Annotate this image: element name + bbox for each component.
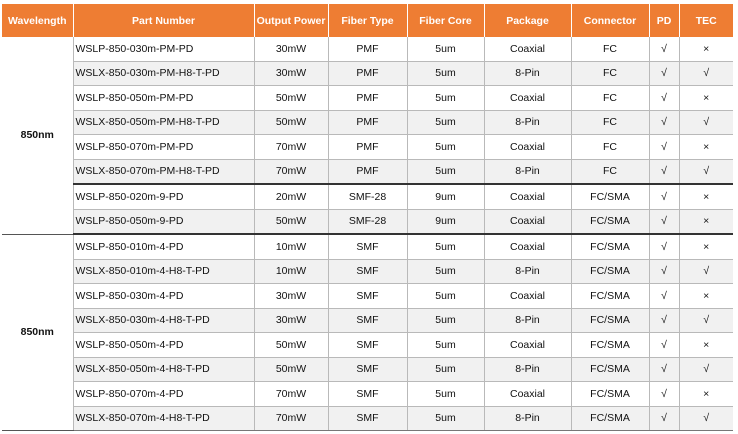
pd-cell: √ [649, 184, 679, 209]
fiber-type-cell: SMF [328, 333, 407, 358]
output-power-cell: 70mW [254, 159, 328, 184]
output-power-cell: 50mW [254, 110, 328, 135]
fiber-type-cell: PMF [328, 159, 407, 184]
spec-table [2, 4, 733, 431]
part-number-cell: WSLP-850-050m-4-PD [73, 333, 254, 358]
output-power-cell: 50mW [254, 333, 328, 358]
package-cell: Coaxial [484, 209, 571, 234]
fiber-type-cell: SMF-28 [328, 209, 407, 234]
fiber-type-cell: SMF [328, 406, 407, 431]
connector-cell: FC/SMA [571, 284, 649, 309]
tec-cell: × [679, 209, 733, 234]
connector-cell: FC/SMA [571, 333, 649, 358]
output-power-cell: 30mW [254, 308, 328, 333]
part-number-cell: WSLX-850-010m-4-H8-T-PD [73, 259, 254, 284]
package-cell: Coaxial [484, 284, 571, 309]
fiber-core-cell: 5um [407, 110, 484, 135]
package-cell: 8-Pin [484, 259, 571, 284]
fiber-core-cell: 5um [407, 234, 484, 259]
table-row [2, 308, 733, 333]
tec-cell: √ [679, 357, 733, 382]
connector-cell: FC [571, 61, 649, 86]
output-power-cell: 50mW [254, 86, 328, 111]
package-cell: 8-Pin [484, 159, 571, 184]
connector-cell: FC/SMA [571, 234, 649, 259]
part-number-cell: WSLX-850-070m-PM-H8-T-PD [73, 159, 254, 184]
part-number-cell: WSLP-850-050m-PM-PD [73, 86, 254, 111]
header-row [2, 4, 733, 37]
col-header-pd: PD [649, 4, 679, 37]
fiber-core-cell: 5um [407, 37, 484, 61]
tec-cell: × [679, 234, 733, 259]
package-cell: 8-Pin [484, 357, 571, 382]
pd-cell: √ [649, 333, 679, 358]
table-row [2, 86, 733, 111]
connector-cell: FC [571, 86, 649, 111]
connector-cell: FC [571, 159, 649, 184]
output-power-cell: 10mW [254, 234, 328, 259]
package-cell: Coaxial [484, 86, 571, 111]
part-number-cell: WSLP-850-070m-PM-PD [73, 135, 254, 160]
table-row [2, 37, 733, 61]
pd-cell: √ [649, 259, 679, 284]
table-row [2, 357, 733, 382]
fiber-type-cell: PMF [328, 61, 407, 86]
fiber-core-cell: 5um [407, 61, 484, 86]
tec-cell: × [679, 284, 733, 309]
fiber-core-cell: 9um [407, 209, 484, 234]
table-row [2, 259, 733, 284]
package-cell: Coaxial [484, 382, 571, 407]
pd-cell: √ [649, 382, 679, 407]
tec-cell: × [679, 333, 733, 358]
table-row [2, 135, 733, 160]
connector-cell: FC/SMA [571, 382, 649, 407]
connector-cell: FC/SMA [571, 259, 649, 284]
table-header [2, 4, 733, 37]
connector-cell: FC/SMA [571, 209, 649, 234]
connector-cell: FC [571, 37, 649, 61]
package-cell: Coaxial [484, 184, 571, 209]
fiber-type-cell: SMF [328, 259, 407, 284]
pd-cell: √ [649, 209, 679, 234]
output-power-cell: 20mW [254, 184, 328, 209]
fiber-type-cell: PMF [328, 110, 407, 135]
tec-cell: √ [679, 406, 733, 431]
pd-cell: √ [649, 234, 679, 259]
pd-cell: √ [649, 135, 679, 160]
table-row [2, 333, 733, 358]
fiber-type-cell: PMF [328, 37, 407, 61]
connector-cell: FC [571, 110, 649, 135]
pd-cell: √ [649, 110, 679, 135]
tec-cell: × [679, 37, 733, 61]
table-row [2, 159, 733, 184]
wavelength-cell: 850nm [2, 234, 73, 431]
table-row [2, 209, 733, 234]
tec-cell: × [679, 382, 733, 407]
output-power-cell: 70mW [254, 406, 328, 431]
package-cell: Coaxial [484, 234, 571, 259]
output-power-cell: 50mW [254, 357, 328, 382]
col-header-fiber-type: Fiber Type [328, 4, 407, 37]
output-power-cell: 10mW [254, 259, 328, 284]
package-cell: Coaxial [484, 37, 571, 61]
fiber-type-cell: SMF [328, 284, 407, 309]
connector-cell: FC/SMA [571, 406, 649, 431]
connector-cell: FC/SMA [571, 184, 649, 209]
fiber-core-cell: 5um [407, 135, 484, 160]
tec-cell: × [679, 86, 733, 111]
table-row [2, 110, 733, 135]
fiber-type-cell: SMF [328, 234, 407, 259]
tec-cell: √ [679, 110, 733, 135]
fiber-type-cell: PMF [328, 86, 407, 111]
pd-cell: √ [649, 308, 679, 333]
tec-cell: √ [679, 259, 733, 284]
tec-cell: √ [679, 308, 733, 333]
pd-cell: √ [649, 284, 679, 309]
table-row [2, 184, 733, 209]
fiber-core-cell: 5um [407, 86, 484, 111]
tec-cell: √ [679, 159, 733, 184]
table-row [2, 234, 733, 259]
fiber-type-cell: SMF [328, 357, 407, 382]
fiber-type-cell: PMF [328, 135, 407, 160]
pd-cell: √ [649, 159, 679, 184]
connector-cell: FC/SMA [571, 308, 649, 333]
col-header-tec: TEC [679, 4, 733, 37]
part-number-cell: WSLX-850-050m-PM-H8-T-PD [73, 110, 254, 135]
package-cell: Coaxial [484, 333, 571, 358]
part-number-cell: WSLP-850-030m-4-PD [73, 284, 254, 309]
wavelength-cell: 850nm [2, 37, 73, 234]
fiber-core-cell: 5um [407, 159, 484, 184]
col-header-part-number: Part Number [73, 4, 254, 37]
pd-cell: √ [649, 357, 679, 382]
output-power-cell: 30mW [254, 61, 328, 86]
pd-cell: √ [649, 86, 679, 111]
connector-cell: FC [571, 135, 649, 160]
fiber-core-cell: 5um [407, 406, 484, 431]
package-cell: 8-Pin [484, 110, 571, 135]
output-power-cell: 70mW [254, 135, 328, 160]
col-header-output-power: Output Power [254, 4, 328, 37]
package-cell: 8-Pin [484, 308, 571, 333]
package-cell: 8-Pin [484, 61, 571, 86]
fiber-core-cell: 5um [407, 357, 484, 382]
col-header-connector: Connector [571, 4, 649, 37]
fiber-core-cell: 5um [407, 259, 484, 284]
fiber-type-cell: SMF-28 [328, 184, 407, 209]
pd-cell: √ [649, 61, 679, 86]
col-header-package: Package [484, 4, 571, 37]
output-power-cell: 70mW [254, 382, 328, 407]
fiber-core-cell: 5um [407, 308, 484, 333]
connector-cell: FC/SMA [571, 357, 649, 382]
table-row [2, 284, 733, 309]
pd-cell: √ [649, 37, 679, 61]
part-number-cell: WSLP-850-010m-4-PD [73, 234, 254, 259]
fiber-type-cell: SMF [328, 308, 407, 333]
output-power-cell: 30mW [254, 284, 328, 309]
fiber-core-cell: 9um [407, 184, 484, 209]
package-cell: Coaxial [484, 135, 571, 160]
fiber-type-cell: SMF [328, 382, 407, 407]
col-header-wavelength: Wavelength [2, 4, 73, 37]
table-row [2, 382, 733, 407]
output-power-cell: 50mW [254, 209, 328, 234]
tec-cell: × [679, 135, 733, 160]
fiber-core-cell: 5um [407, 333, 484, 358]
part-number-cell: WSLP-850-070m-4-PD [73, 382, 254, 407]
table-row [2, 61, 733, 86]
part-number-cell: WSLX-850-050m-4-H8-T-PD [73, 357, 254, 382]
package-cell: 8-Pin [484, 406, 571, 431]
part-number-cell: WSLP-850-020m-9-PD [73, 184, 254, 209]
part-number-cell: WSLX-850-070m-4-H8-T-PD [73, 406, 254, 431]
fiber-core-cell: 5um [407, 382, 484, 407]
part-number-cell: WSLX-850-030m-4-H8-T-PD [73, 308, 254, 333]
part-number-cell: WSLP-850-030m-PM-PD [73, 37, 254, 61]
part-number-cell: WSLP-850-050m-9-PD [73, 209, 254, 234]
pd-cell: √ [649, 406, 679, 431]
col-header-fiber-core: Fiber Core [407, 4, 484, 37]
tec-cell: √ [679, 61, 733, 86]
tec-cell: × [679, 184, 733, 209]
table-body [2, 37, 733, 431]
part-number-cell: WSLX-850-030m-PM-H8-T-PD [73, 61, 254, 86]
table-row [2, 406, 733, 431]
output-power-cell: 30mW [254, 37, 328, 61]
fiber-core-cell: 5um [407, 284, 484, 309]
